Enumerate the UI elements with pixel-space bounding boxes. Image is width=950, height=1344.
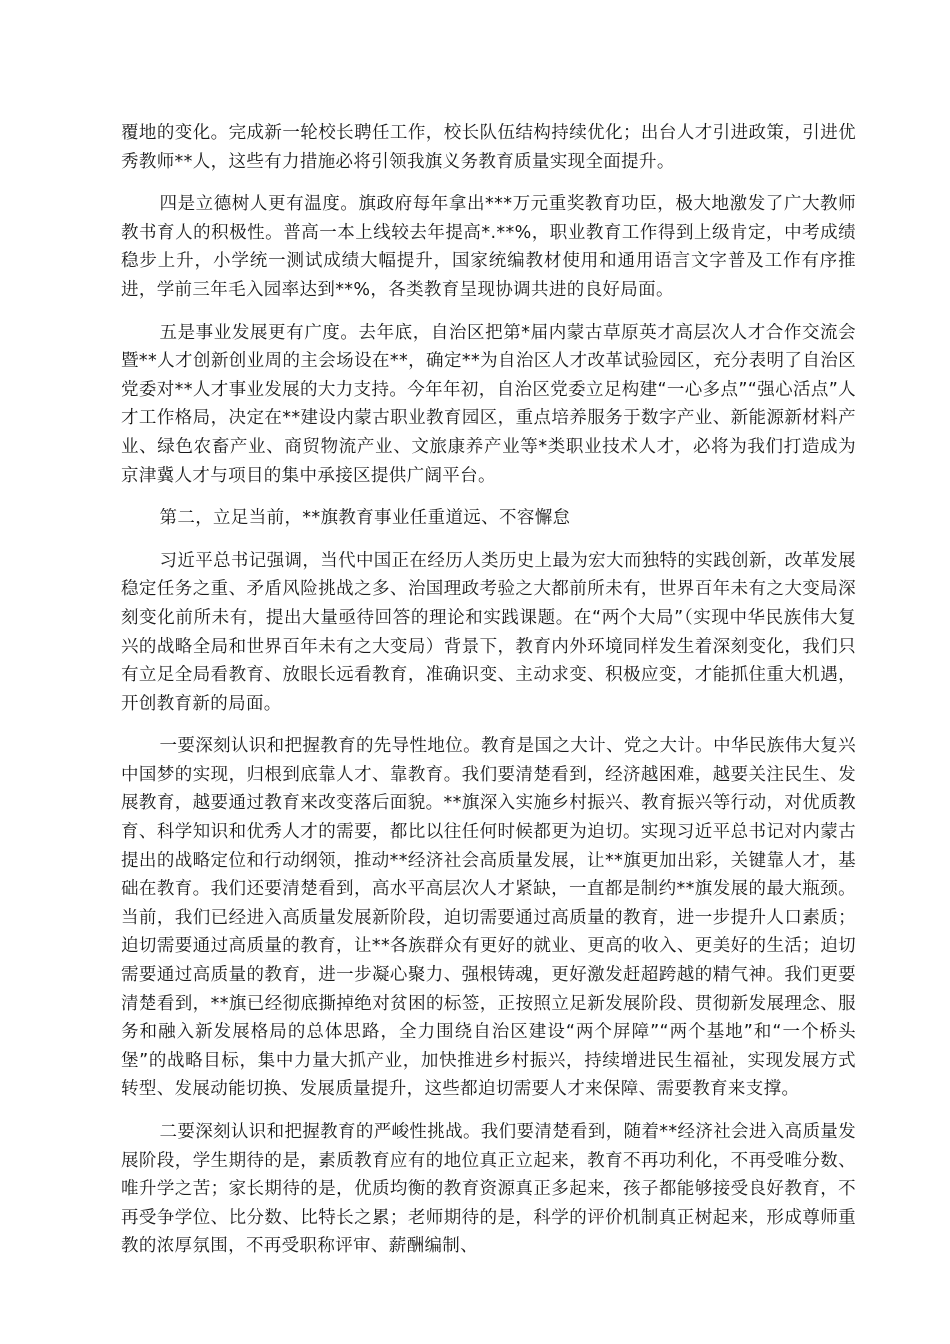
paragraph-severe-challenge: 二要深刻认识和把握教育的严峻性挑战。我们要清楚看到，随着**经济社会进入高质量发展阶段，学生期待的是，素质教育应有的地位真正立起来，教育不再功利化，不再受唯分数、唯升学之苦；家长期待的是，优质均衡的教育资源真正多起来，孩子都能够接受良好教育，不再受争学位、比分数、比特长之累；老师期待的是，科学的评价机制真正树起来，形成尊师重教的浓厚氛围，不再受职称评审、薪酬编制、 bbox=[121, 1122, 856, 1257]
paragraph-leading-position: 一要深刻认识和把握教育的先导性地位。教育是国之大计、党之大计。中华民族伟大复兴中国梦的实现，归根到底靠人才、靠教育。我们要清楚看到，经济越困难，越要关注民生、发展教育，越要通过教育来改变落后面貌。**旗深入实施乡村振兴、教育振兴等行动，对优质教育、科学知识和优秀人才的需要，都比以往任何时候都更为迫切。实现习近平总书记对内蒙古提出的战略定位和行动纲领，推动**经济社会高质量发展，让**旗更加出彩，关键靠人才，基础在教育。我们还要清楚看到，高水平高层次人才紧缺，一直都是制约**旗发展的最大瓶颈。当前，我们已经进入高质量发展新阶段，迫切需要通过高质量的教育，进一步提升人口素质；迫切需要通过高质量的教育，让**各族群众有更好的就业、更高的收入、更美好的生活；迫切需要通过高质量的教育，进一步凝心聚力、强根铸魂，更好激发赶超跨越的精气神。我们更要清楚看到，**旗已经彻底撕掉绝对贫困的标签，正按照立足新发展阶段、贯彻新发展理念、服务和融入新发展格局的总体思路，全力围绕自治区建设“两个屏障”“两个基地”和“一个桥头堡”的战略目标，集中力量大抓产业，加快推进乡村振兴，持续增进民生福祉，实现发展方式转型、发展动能切换、发展质量提升，这些都迫切需要人才来保障、需要教育来支撑。 bbox=[121, 736, 856, 1100]
paragraph-career-development: 五是事业发展更有广度。去年底，自治区把第*届内蒙古草原英才高层次人才合作交流会暨**人才创新创业周的主会场设在**，确定**为自治区人才改革试验园区，充分表明了自治区党委对**人才事业发展的大力支持。今年年初，自治区党委立足构建“一心多点”“强心活点”人才工作格局，决定在**建设内蒙古职业教育园区，重点培养服务于数字产业、新能源新材料产业、绿色农畜产业、商贸物流产业、文旅康养产业等*类职业技术人才，必将为我们打造成为京津冀人才与项目的集中承接区提供广阔平台。 bbox=[121, 322, 856, 486]
paragraph-continued: 覆地的变化。完成新一轮校长聘任工作，校长队伍结构持续优化；出台人才引进政策，引进优秀教师**人，这些有力措施必将引领我旗义务教育质量实现全面提升。 bbox=[121, 123, 856, 172]
paragraph-xi-quote: 习近平总书记强调，当代中国正在经历人类历史上最为宏大而独特的实践创新，改革发展稳定任务之重、矛盾风险挑战之多、治国理政考验之大都前所未有，世界百年未有之大变局深刻变化前所未有，提出大量亟待回答的理论和实践课题。在“两个大局”（实现中华民族伟大复兴的战略全局和世界百年未有之大变局）背景下，教育内外环境同样发生着深刻变化，我们只有立足全局看教育、放眼长远看教育，准确识变、主动求变、积极应变，才能抓住重大机遇，开创教育新的局面。 bbox=[121, 550, 856, 714]
document-body bbox=[121, 119, 856, 1275]
paragraph-moral-education: 四是立德树人更有温度。旗政府每年拿出***万元重奖教育功臣，极大地激发了广大教师教书育人的积极性。普高一本上线较去年提高*.**%，职业教育工作得到上级肯定，中考成绩稳步上升，小学统一测试成绩大幅提升，国家统编教材使用和通用语言文字普及工作有序推进，学前三年毛入园率达到**%，各类教育呈现协调共进的良好局面。 bbox=[121, 194, 856, 300]
section-heading: 第二，立足当前，**旗教育事业任重道远、不容懈怠 bbox=[159, 508, 571, 529]
